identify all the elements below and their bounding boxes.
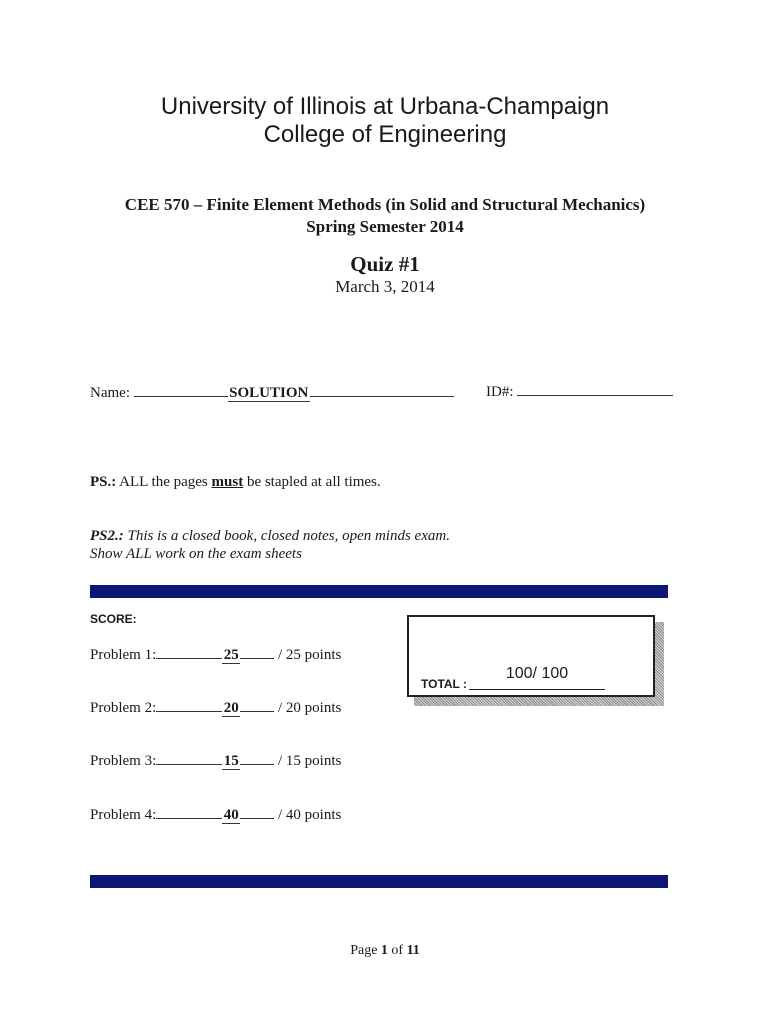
ps-note (90, 472, 381, 492)
score-blank-right (240, 804, 274, 819)
total-value[interactable]: 100/ 100 (505, 665, 569, 682)
ps2-note-line1 (90, 526, 450, 546)
ps2-line2: Show ALL work on the exam sheets (90, 546, 302, 562)
quiz-title: Quiz #1 (350, 252, 420, 276)
total-line (469, 689, 605, 690)
name-blank-right (310, 382, 454, 397)
ps-text-after: be stapled at all times. (243, 474, 381, 490)
score-blank-left (156, 750, 222, 765)
problem-max: / 15 points (274, 753, 342, 769)
score-blank-left (156, 697, 222, 712)
problem-score[interactable]: 40 (223, 807, 239, 823)
divider-bar-top (90, 585, 668, 598)
name-blank-left (134, 382, 228, 397)
id-label: ID#: (486, 384, 514, 400)
problem-score[interactable]: 25 (223, 647, 239, 663)
quiz-date: March 3, 2014 (335, 277, 435, 296)
total-box (407, 615, 655, 697)
ps-label: PS.: (90, 474, 117, 490)
page-number: 1 (380, 943, 388, 958)
id-field[interactable] (517, 395, 673, 396)
ps2-line1: This is a closed book, closed notes, open minds exam. (123, 528, 450, 544)
ps2-label: PS2.: (90, 528, 124, 544)
problem-max: / 40 points (274, 807, 342, 823)
problem-label: Problem 2: (90, 700, 157, 716)
divider-bar-bottom (90, 875, 668, 888)
university-title: University of Illinois at Urbana-Champaign (160, 93, 610, 120)
id-row (486, 382, 673, 402)
problem-row (90, 804, 341, 825)
college-title: College of Engineering (263, 121, 507, 148)
problem-score[interactable]: 15 (223, 753, 239, 769)
problem-label: Problem 3: (90, 753, 157, 769)
problem-row (90, 697, 341, 718)
page-prefix: Page (350, 943, 381, 958)
problem-max: / 20 points (274, 700, 342, 716)
problem-row (90, 644, 341, 665)
page-of: of (387, 943, 407, 958)
problem-label: Problem 4: (90, 807, 157, 823)
score-blank-left (156, 804, 222, 819)
score-blank-left (156, 644, 222, 659)
course-title: CEE 570 – Finite Element Methods (in Solid and Structural Mechanics) (124, 195, 646, 214)
ps-must: must (211, 474, 244, 490)
score-blank-right (240, 644, 274, 659)
problem-max: / 25 points (274, 647, 342, 663)
name-label: Name: (90, 385, 130, 401)
page-footer (0, 943, 770, 959)
semester-label: Spring Semester 2014 (306, 217, 464, 236)
page-total: 11 (406, 943, 420, 958)
problem-row (90, 750, 341, 771)
name-field[interactable]: SOLUTION (229, 385, 309, 401)
problem-label: Problem 1: (90, 647, 157, 663)
ps2-note-line2 (90, 544, 302, 564)
problem-score[interactable]: 20 (223, 700, 239, 716)
ps-text-before: ALL the pages (116, 474, 212, 490)
name-row (90, 382, 454, 403)
score-label: SCORE: (90, 612, 137, 626)
score-blank-right (240, 750, 274, 765)
total-label: TOTAL : (421, 677, 467, 691)
score-blank-right (240, 697, 274, 712)
